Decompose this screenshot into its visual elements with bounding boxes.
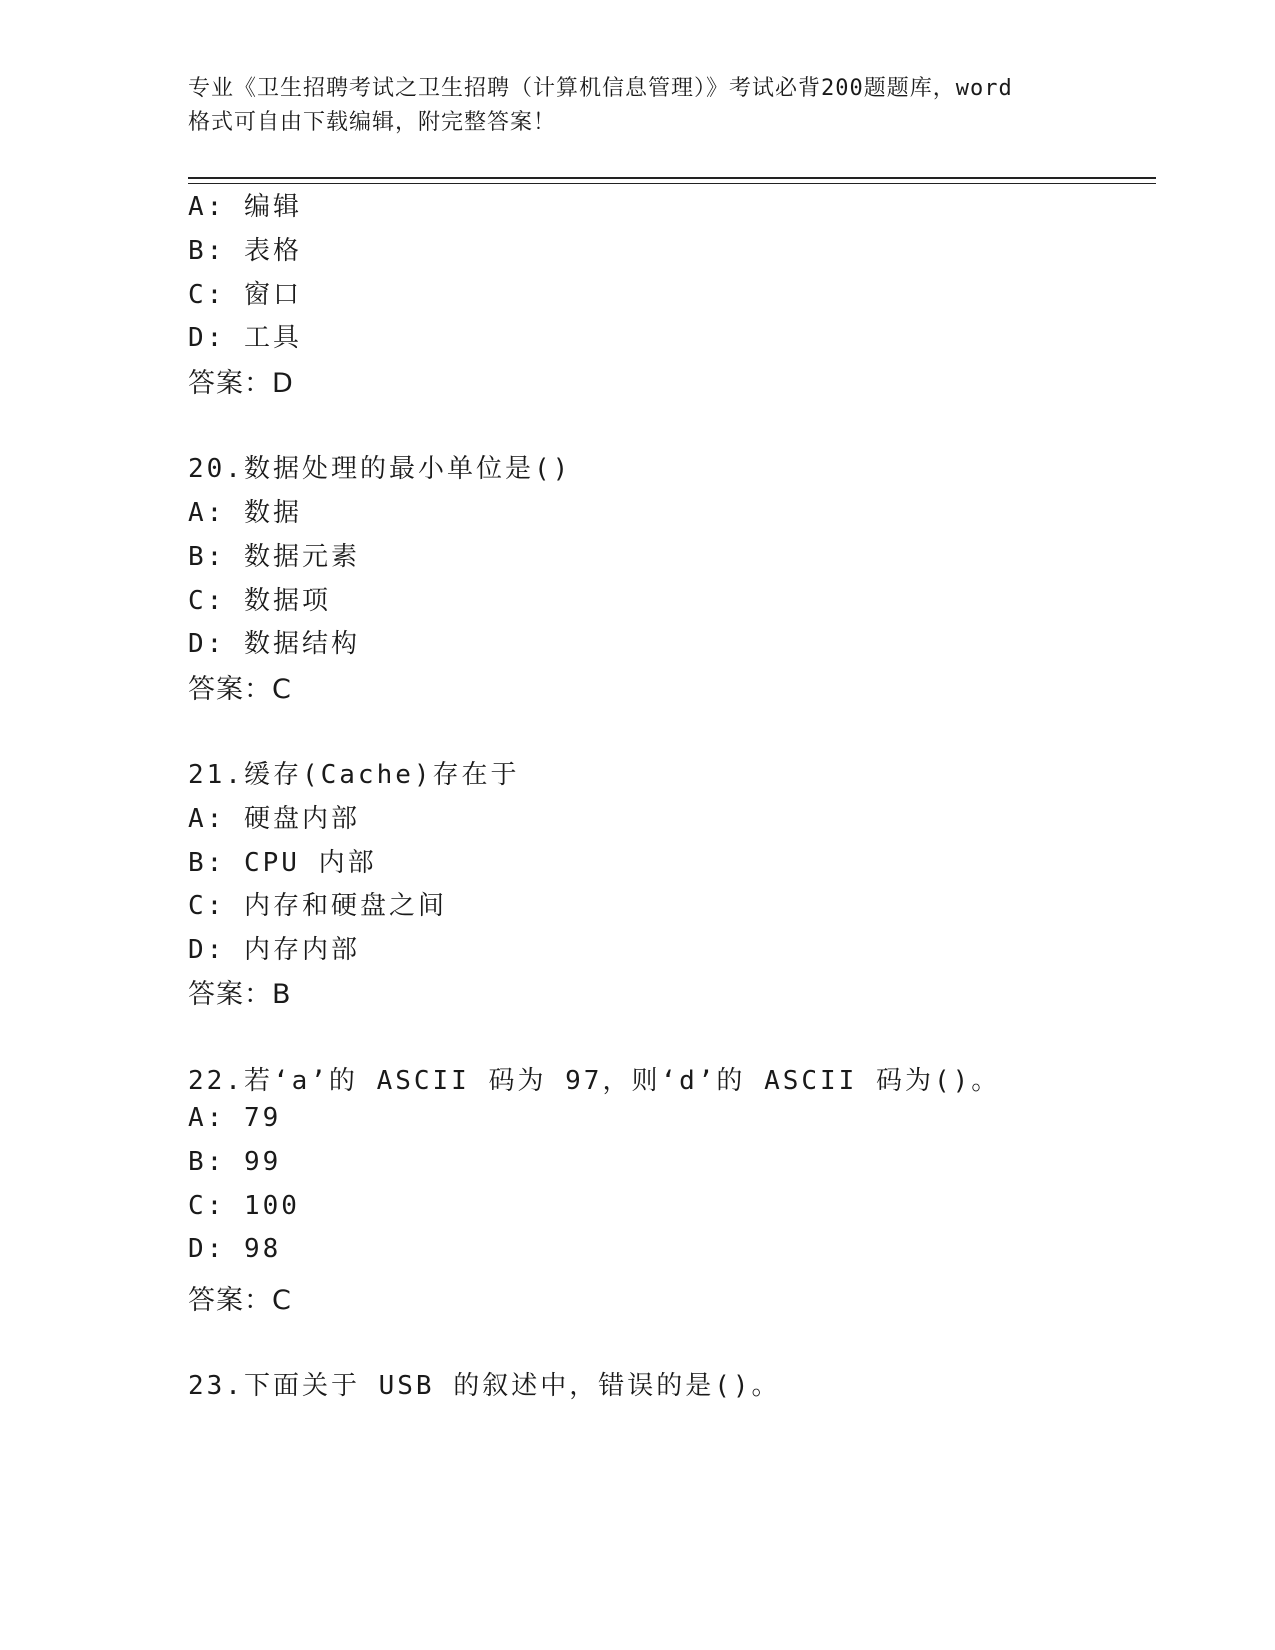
q22-question: 22.若‘a’的 ASCII 码为 97，则‘d’的 ASCII 码为()。 <box>188 1066 1001 1096</box>
q22-option-a: A: 79 <box>188 1103 282 1133</box>
q21-option-a: A: 硬盘内部 <box>188 804 360 834</box>
q20-option-a: A: 数据 <box>188 498 302 528</box>
header-divider-thin <box>188 183 1156 184</box>
q23-question: 23.下面关于 USB 的叙述中，错误的是()。 <box>188 1371 781 1401</box>
document-header <box>188 72 1088 140</box>
q22-option-d: D: 98 <box>188 1234 282 1264</box>
q20-option-c: C: 数据项 <box>188 586 331 616</box>
q19-option-d: D: 工具 <box>188 323 302 353</box>
q19-option-a: A: 编辑 <box>188 192 302 222</box>
q22-answer: 答案：C <box>188 1285 292 1316</box>
header-line-2: 格式可自由下载编辑，附完整答案！ <box>188 110 557 135</box>
header-line-1: 专业《卫生招聘考试之卫生招聘（计算机信息管理）》考试必背200题题库，word <box>188 76 1013 101</box>
q19-answer: 答案：D <box>188 368 294 399</box>
q20-question: 20.数据处理的最小单位是() <box>188 454 572 484</box>
q22-option-b: B: 99 <box>188 1147 282 1177</box>
q21-question: 21.缓存(Cache)存在于 <box>188 760 520 790</box>
q21-answer: 答案：B <box>188 979 292 1010</box>
q20-answer: 答案：C <box>188 674 292 705</box>
q21-option-b: B: CPU 内部 <box>188 848 377 878</box>
header-divider <box>188 177 1156 179</box>
q19-option-b: B: 表格 <box>188 236 302 266</box>
q22-option-c: C: 100 <box>188 1191 300 1221</box>
q21-option-c: C: 内存和硬盘之间 <box>188 891 447 921</box>
q19-option-c: C: 窗口 <box>188 280 302 310</box>
q20-option-d: D: 数据结构 <box>188 629 360 659</box>
q21-option-d: D: 内存内部 <box>188 935 360 965</box>
q20-option-b: B: 数据元素 <box>188 542 360 572</box>
